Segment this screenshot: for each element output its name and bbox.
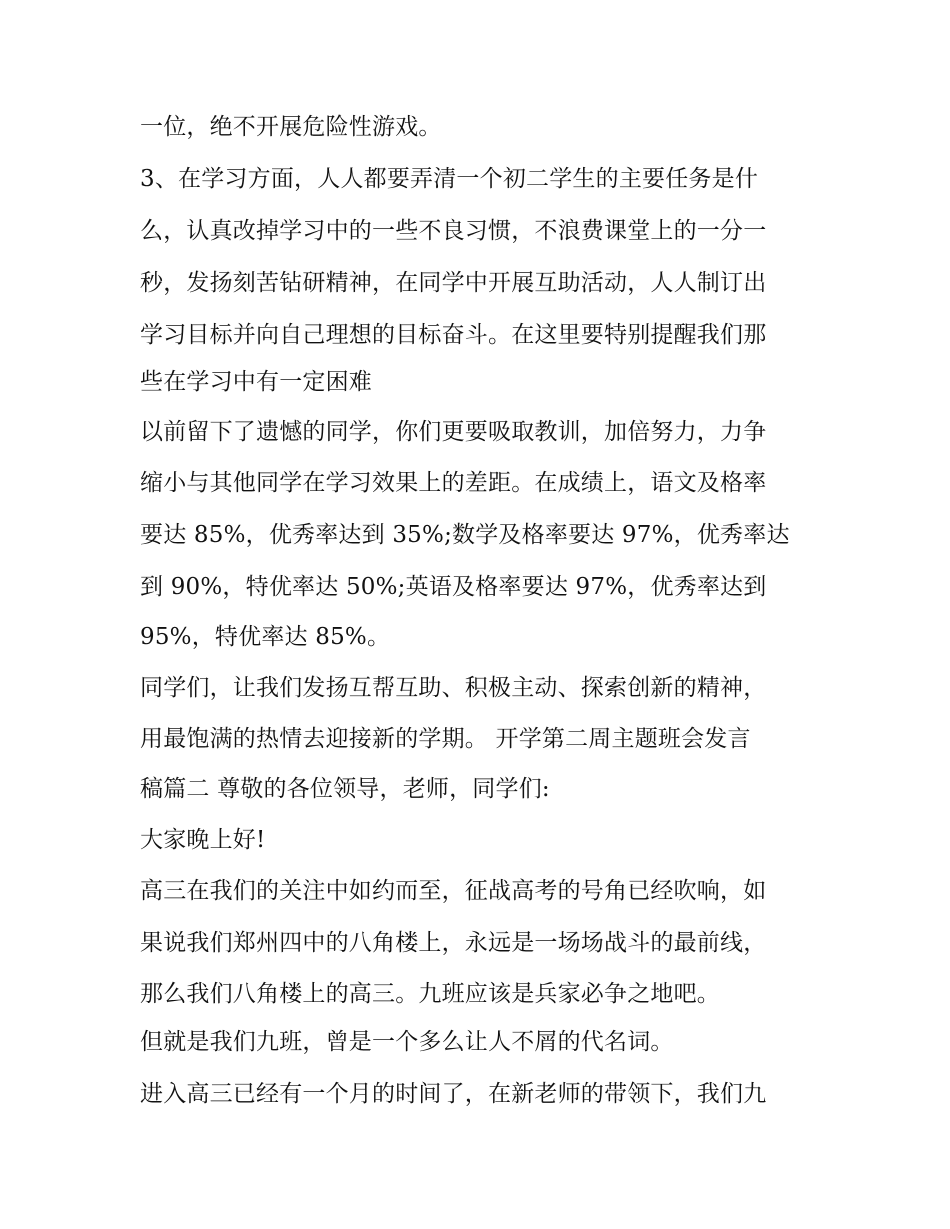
text-line: 高三在我们的关注中如约而至，征战高考的号角已经吹响，如 [140, 878, 767, 904]
text-line: 但就是我们九班，曾是一个多么让人不屑的代名词。 [140, 1029, 674, 1055]
text-line: 用最饱满的热情去迎接新的学期。 开学第二周主题班会发言 [140, 726, 751, 752]
text-line: 秒，发扬刻苦钻研精神，在同学中开展互助活动，人人制订出 [140, 270, 767, 296]
text-line: 进入高三已经有一个月的时间了，在新老师的带领下，我们九 [140, 1081, 767, 1107]
text-line: 么，认真改掉学习中的一些不良习惯，不浪费课堂上的一分一 [140, 218, 767, 244]
text-line: 果说我们郑州四中的八角楼上，永远是一场场战斗的最前线， [140, 930, 767, 956]
text-line: 以前留下了遗憾的同学，你们更要吸取教训，加倍努力，力争 [140, 419, 767, 445]
text-line: 3、在学习方面，人人都要弄清一个初二学生的主要任务是什 [140, 166, 759, 192]
text-line: 大家晚上好! [140, 827, 266, 853]
text-line: 学习目标并向自己理想的目标奋斗。在这里要特别提醒我们那 [140, 322, 767, 348]
text-line: 到 90%，特优率达 50%;英语及格率要达 97%，优秀率达到 [140, 574, 767, 600]
text-line: 95%，特优率达 85%。 [140, 624, 391, 650]
text-line: 同学们，让我们发扬互帮互助、积极主动、探索创新的精神， [140, 675, 767, 701]
text-line: 缩小与其他同学在学习效果上的差距。在成绩上，语文及格率 [140, 470, 767, 496]
text-line: 要达 85%，优秀率达到 35%;数学及格率要达 97%，优秀率达 [140, 522, 790, 548]
text-line: 稿篇二 尊敬的各位领导，老师，同学们: [140, 776, 550, 802]
text-line: 一位，绝不开展危险性游戏。 [140, 114, 442, 140]
text-line: 些在学习中有一定困难 [140, 369, 372, 395]
text-line: 那么我们八角楼上的高三。九班应该是兵家必争之地吧。 [140, 981, 720, 1007]
